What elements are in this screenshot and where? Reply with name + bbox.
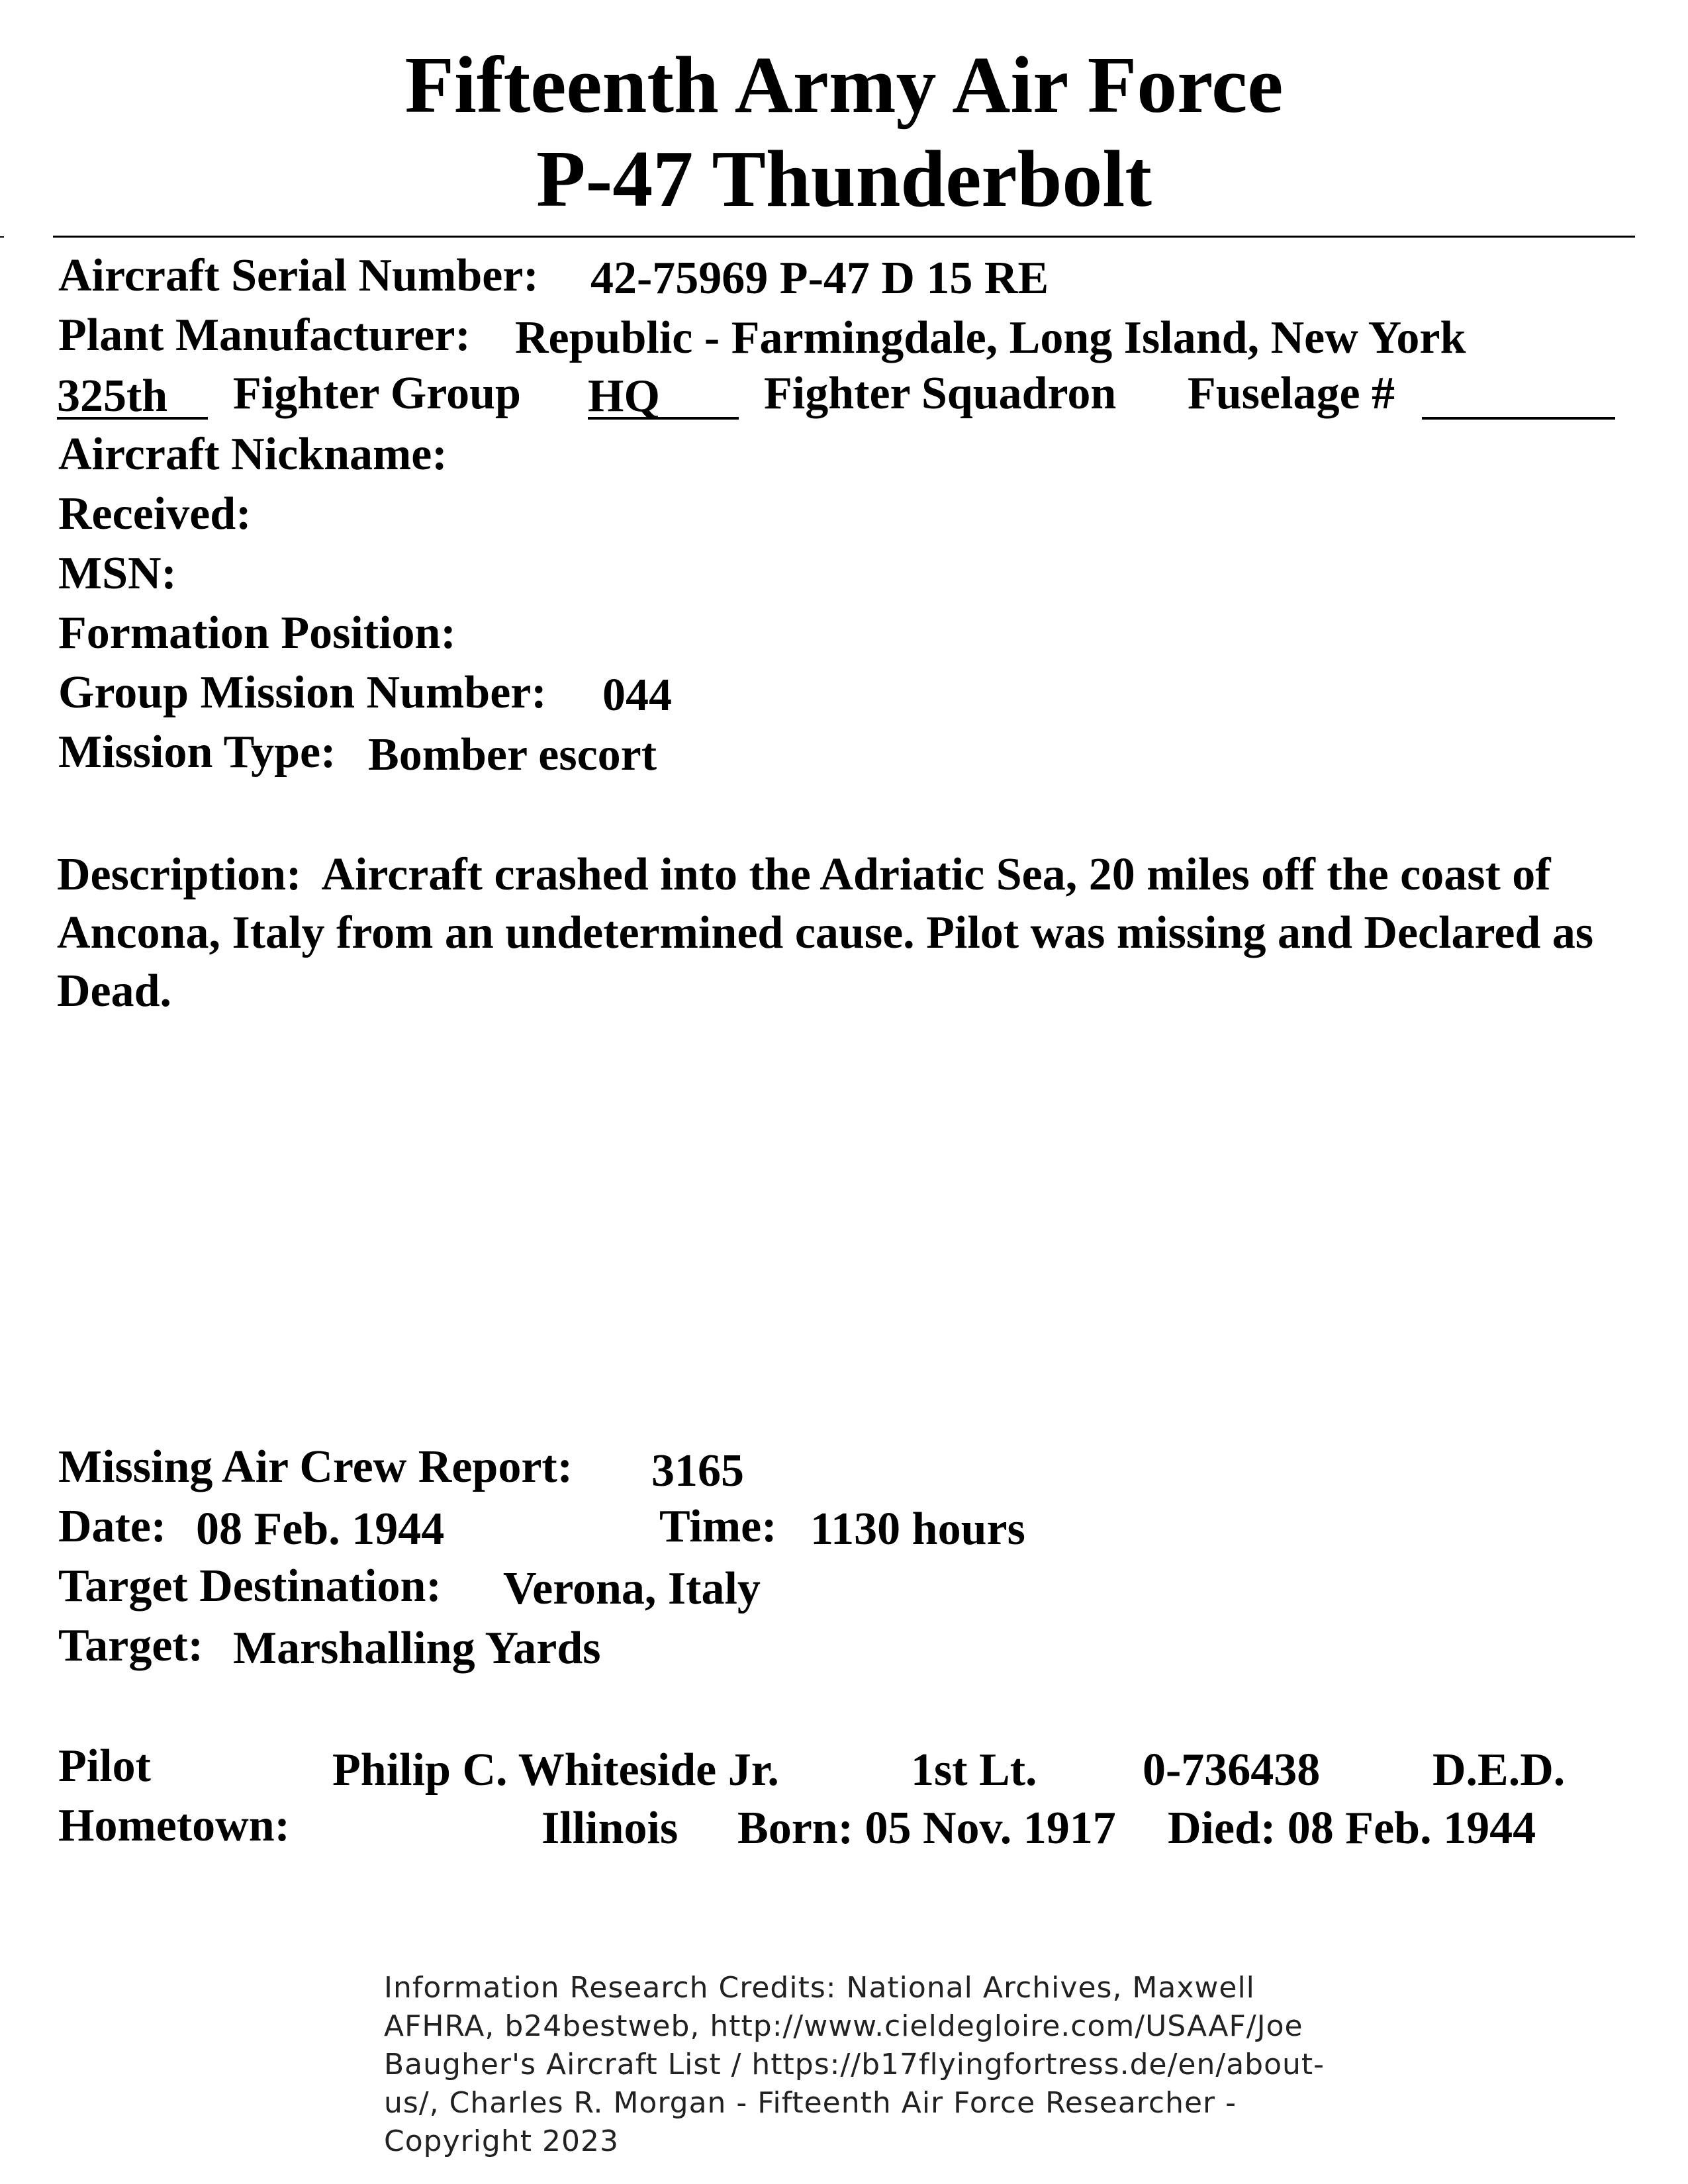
date-value: 08 Feb. 1944 <box>196 1504 445 1555</box>
date-label: Date: <box>58 1501 167 1552</box>
description-text: Aircraft crashed into the Adriatic Sea, 20 miles off the coast of Ancona, Italy from an undetermined cause. Pilot was missing and Declared as Dead. <box>57 849 1594 1017</box>
mission-type-label: Mission Type: <box>58 727 336 778</box>
serial-value: 42-75969 P-47 D 15 RE <box>590 253 1049 304</box>
serial-label: Aircraft Serial Number: <box>58 250 539 301</box>
mission-type-value: Bomber escort <box>368 729 657 780</box>
pilot-label: Pilot <box>58 1741 151 1792</box>
time-value: 1130 hours <box>810 1504 1025 1555</box>
fuselage-label: Fuselage # <box>1188 368 1395 419</box>
group-mission-value: 044 <box>602 670 672 721</box>
group-underline <box>57 417 208 420</box>
manufacturer-label: Plant Manufacturer: <box>58 310 471 361</box>
squadron-label: Fighter Squadron <box>764 368 1117 419</box>
fuselage-blank <box>1422 417 1615 420</box>
pilot-serial: 0-736438 <box>1143 1745 1321 1796</box>
header-divider <box>53 236 1635 238</box>
macr-label: Missing Air Crew Report: <box>58 1441 573 1492</box>
target-value: Marshalling Yards <box>233 1623 601 1674</box>
received-label: Received: <box>58 488 252 539</box>
nickname-label: Aircraft Nickname: <box>58 429 447 480</box>
born-date: Born: 05 Nov. 1917 <box>737 1803 1116 1854</box>
group-label: Fighter Group <box>233 368 521 419</box>
msn-label: MSN: <box>58 548 177 599</box>
page-subtitle: P-47 Thunderbolt <box>536 134 1152 224</box>
time-label: Time: <box>659 1501 777 1552</box>
pilot-name: Philip C. Whiteside Jr. <box>332 1745 779 1796</box>
squadron-value: HQ <box>588 371 660 422</box>
pilot-rank: 1st Lt. <box>911 1745 1037 1796</box>
page-title: Fifteenth Army Air Force <box>404 40 1284 130</box>
macr-value: 3165 <box>651 1445 744 1496</box>
group-value: 325th <box>57 371 168 422</box>
destination-label: Target Destination: <box>58 1561 442 1612</box>
research-credits: Information Research Credits: National Archives, Maxwell AFHRA, b24bestweb, http://www.cieldegloire.com/USAAF/Joe Baugher's Aircraft List / https://b17flyingfortress.de/en/about-us/, Charles R. Morgan - Fifteenth Air Force Researcher - Copyright 2023 <box>384 1971 1325 2158</box>
description-label: Description: <box>57 849 302 900</box>
hometown-value: Illinois <box>541 1803 679 1854</box>
margin-tick <box>0 236 4 238</box>
description <box>57 846 1646 1021</box>
hometown-label: Hometown: <box>58 1800 290 1851</box>
manufacturer-value: Republic - Farmingdale, Long Island, New York <box>515 312 1466 363</box>
pilot-status: D.E.D. <box>1432 1745 1566 1796</box>
formation-label: Formation Position: <box>58 608 456 659</box>
destination-value: Verona, Italy <box>503 1563 761 1614</box>
died-date: Died: 08 Feb. 1944 <box>1168 1803 1536 1854</box>
target-label: Target: <box>58 1620 204 1671</box>
squadron-underline <box>588 417 739 420</box>
group-mission-label: Group Mission Number: <box>58 667 547 718</box>
